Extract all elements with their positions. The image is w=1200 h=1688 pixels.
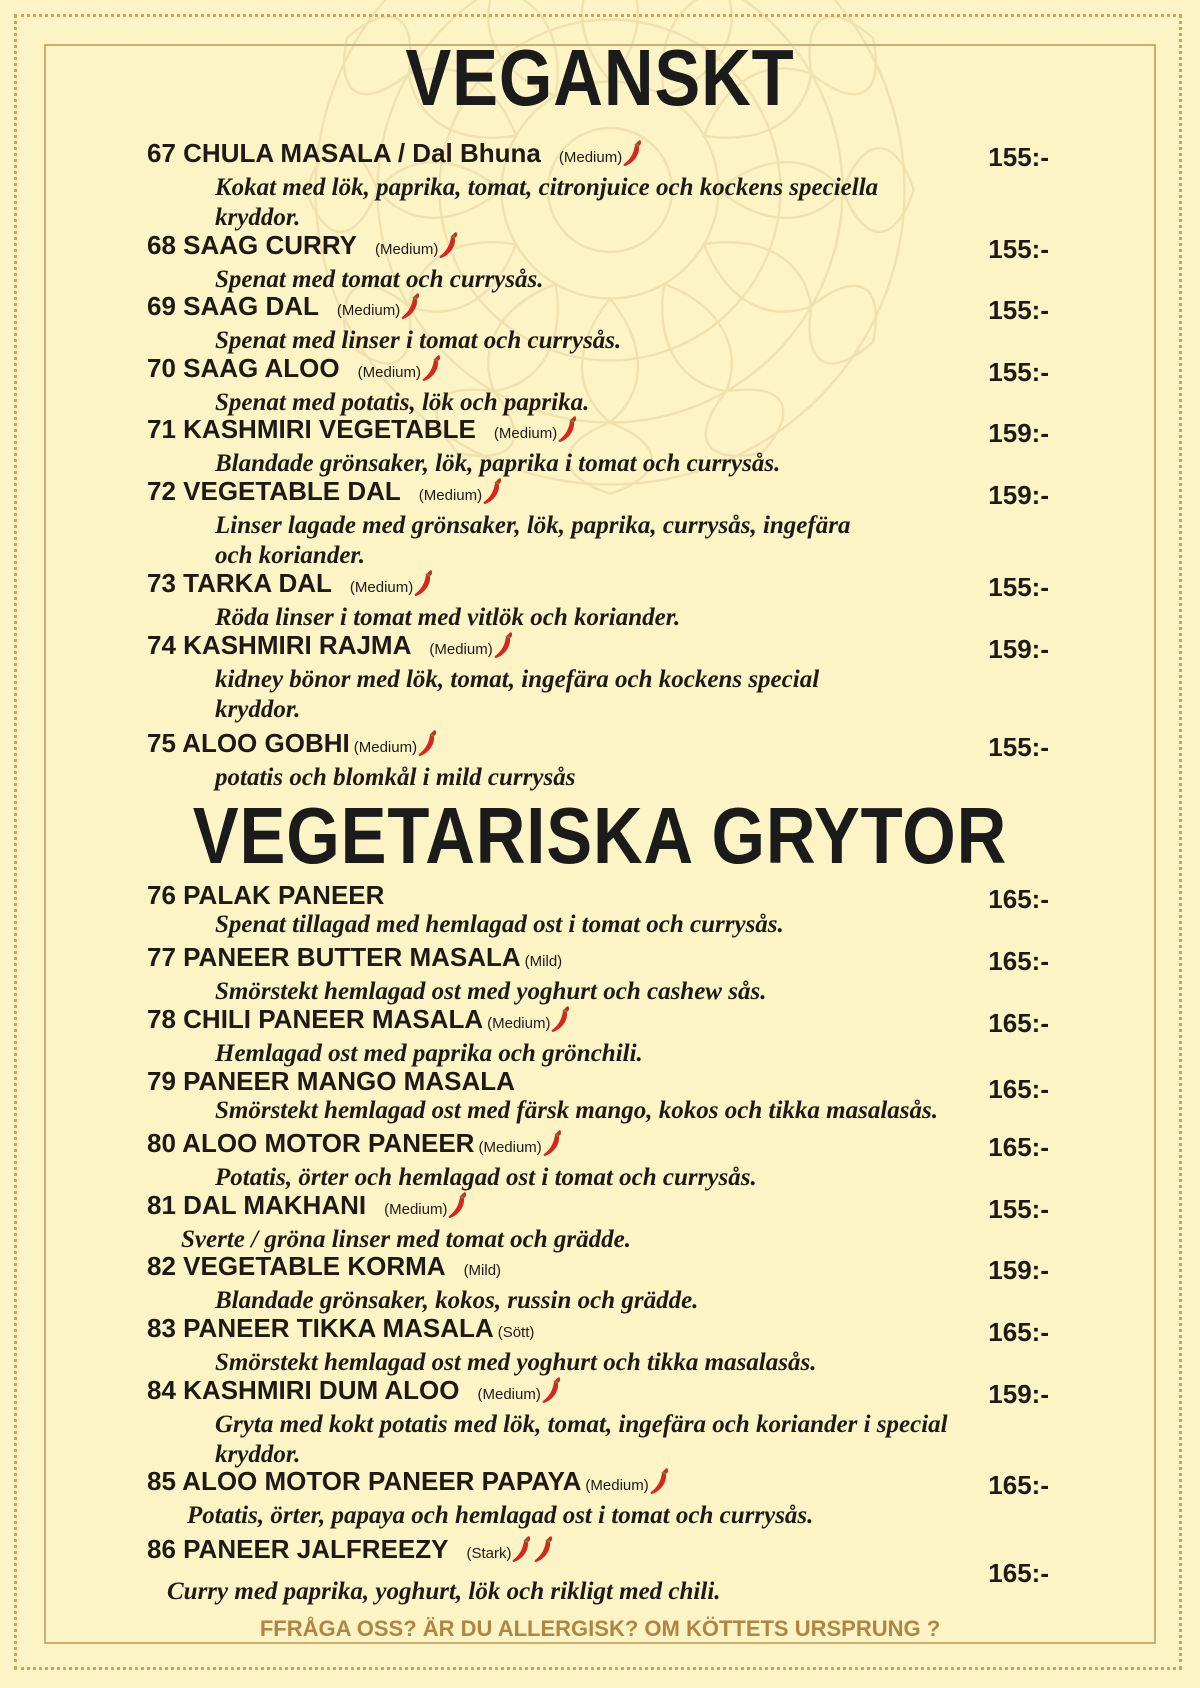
dish-name: 76 PALAK PANEER xyxy=(147,880,385,910)
dish-description: Potatis, örter och hemlagad ost i tomat och currysås. xyxy=(215,1164,757,1191)
menu-item xyxy=(147,568,1057,633)
dish-name: 81 DAL MAKHANI xyxy=(147,1190,367,1220)
menu-item-header xyxy=(147,230,1057,265)
dish-description: Curry med paprika, yoghurt, lök och rikligt med chili. xyxy=(167,1578,721,1605)
dish-name: 71 KASHMIRI VEGETABLE xyxy=(147,414,476,444)
dish-description: och koriander. xyxy=(215,542,366,569)
menu-item-header xyxy=(147,1066,1057,1096)
spice-level: (Medium) xyxy=(493,425,558,442)
dish-name: 77 PANEER BUTTER MASALA xyxy=(147,942,521,972)
chili-icon xyxy=(493,630,515,660)
dish-price: 155:- xyxy=(988,295,1049,325)
dish-price: 165:- xyxy=(988,1558,1049,1588)
dish-name: 80 ALOO MOTOR PANEER xyxy=(147,1128,475,1158)
allergy-footer: FFRÅGA OSS? ÄR DU ALLERGISK? OM KÖTTETS URSPRUNG ? xyxy=(259,1616,941,1641)
dish-name: 84 KASHMIRI DUM ALOO xyxy=(147,1375,460,1405)
dish-name: 69 SAAG DAL xyxy=(147,291,319,321)
dish-name: 82 VEGETABLE KORMA xyxy=(147,1251,446,1281)
menu-item xyxy=(147,1128,1057,1193)
menu-item-header xyxy=(147,1466,1057,1501)
menu-item-header xyxy=(147,942,1057,977)
menu-item xyxy=(147,353,1057,418)
dish-description: Hemlagad ost med paprika och grönchili. xyxy=(215,1040,643,1067)
menu-item xyxy=(147,942,1057,1007)
chili-icon xyxy=(438,230,460,260)
dish-name: 74 KASHMIRI RAJMA xyxy=(147,630,412,660)
dish-description: Linser lagade med grönsaker, lök, paprika, currysås, ingefära xyxy=(215,512,851,539)
spice-level: (Medium) xyxy=(558,149,623,166)
dish-description: Blandade grönsaker, lök, paprika i tomat och currysås. xyxy=(215,450,781,477)
menu-item-header xyxy=(147,630,1057,665)
dish-price: 159:- xyxy=(988,418,1049,448)
menu-item xyxy=(147,476,1057,571)
dish-price: 159:- xyxy=(988,1255,1049,1285)
dish-price: 155:- xyxy=(988,234,1049,264)
menu-item-header xyxy=(147,1375,1057,1410)
dish-description: Smörstekt hemlagad ost med yoghurt och cashew sås. xyxy=(215,978,767,1005)
dish-name: 78 CHILI PANEER MASALA xyxy=(147,1004,484,1034)
spice-level: (Medium) xyxy=(585,1477,649,1494)
menu-item xyxy=(147,138,1057,233)
chili-icon xyxy=(447,1190,469,1220)
menu-item xyxy=(147,630,1057,725)
chili-icon xyxy=(533,1534,555,1564)
menu-item-header xyxy=(147,414,1057,449)
dish-price: 155:- xyxy=(988,572,1049,602)
dish-price: 165:- xyxy=(988,1317,1049,1347)
chili-icon xyxy=(417,728,439,758)
spice-level: (Sött) xyxy=(497,1324,535,1341)
menu-item xyxy=(147,1375,1057,1470)
spice-level: (Medium) xyxy=(477,1386,541,1403)
menu-item-header xyxy=(147,138,1057,173)
dish-price: 155:- xyxy=(988,357,1049,387)
dish-name: 75 ALOO GOBHI xyxy=(147,728,350,758)
dish-name: 79 PANEER MANGO MASALA xyxy=(147,1066,515,1096)
menu-item xyxy=(147,1004,1057,1069)
dish-description: Sverte / gröna linser med tomat och grädde. xyxy=(181,1226,631,1253)
dish-price: 165:- xyxy=(988,1132,1049,1162)
menu-item xyxy=(147,728,1057,793)
chili-icon xyxy=(649,1466,671,1496)
dish-price: 159:- xyxy=(988,634,1049,664)
spice-level: (Medium) xyxy=(429,641,493,658)
menu-item xyxy=(147,414,1057,479)
dish-description: kidney bönor med lök, tomat, ingefära och kockens special xyxy=(215,666,820,693)
menu-item-header xyxy=(147,1313,1057,1348)
dish-price: 155:- xyxy=(988,732,1049,762)
chili-icon xyxy=(413,568,435,598)
chili-icon xyxy=(511,1534,533,1564)
dish-description: Spenat med potatis, lök och paprika. xyxy=(215,389,590,416)
dish-price: 165:- xyxy=(988,1074,1049,1104)
dish-name: 73 TARKA DAL xyxy=(147,568,332,598)
chili-icon xyxy=(541,1375,563,1405)
spice-level: (Mild) xyxy=(524,953,563,970)
dish-description: Potatis, örter, papaya och hemlagad ost i tomat och currysås. xyxy=(187,1502,814,1529)
menu-item xyxy=(147,1251,1057,1316)
dish-description: Smörstekt hemlagad ost med färsk mango, kokos och tikka masalasås. xyxy=(215,1097,938,1124)
dish-description: Röda linser i tomat med vitlök och koriander. xyxy=(215,604,681,631)
chili-icon xyxy=(482,476,504,506)
menu-item-header xyxy=(147,880,1057,910)
menu-item-header xyxy=(147,1004,1057,1039)
dish-description: Kokat med lök, paprika, tomat, citronjuice och kockens speciella xyxy=(215,174,879,201)
dish-price: 165:- xyxy=(988,1008,1049,1038)
chili-icon xyxy=(400,291,422,321)
chili-icon xyxy=(557,414,579,444)
spice-level: (Medium) xyxy=(418,487,483,504)
dish-name: 72 VEGETABLE DAL xyxy=(147,476,401,506)
menu-item xyxy=(147,291,1057,356)
menu-item xyxy=(147,1534,1057,1607)
menu-item-header xyxy=(147,1190,1057,1225)
chili-icon xyxy=(550,1004,572,1034)
dish-price: 155:- xyxy=(988,142,1049,172)
dish-name: 83 PANEER TIKKA MASALA xyxy=(147,1313,494,1343)
menu-item-header xyxy=(147,291,1057,326)
dish-description: kryddor. xyxy=(215,1441,301,1468)
menu-item xyxy=(147,880,1057,940)
dish-description: kryddor. xyxy=(215,696,301,723)
spice-level: (Medium) xyxy=(374,241,439,258)
dish-name: 86 PANEER JALFREEZY xyxy=(147,1534,449,1564)
spice-level: (Medium) xyxy=(353,739,418,756)
dish-price: 155:- xyxy=(988,1194,1049,1224)
spice-level: (Medium) xyxy=(478,1139,542,1156)
menu-item-header xyxy=(147,1534,1057,1569)
menu-item-header xyxy=(147,728,1057,763)
spice-level: (Medium) xyxy=(487,1015,551,1032)
section-title-vegetariska-grytor: VEGETARISKA GRYTOR xyxy=(192,791,1008,880)
dish-name: 68 SAAG CURRY xyxy=(147,230,357,260)
menu-item-header xyxy=(147,568,1057,603)
chili-icon xyxy=(622,138,644,168)
dish-price: 159:- xyxy=(988,480,1049,510)
dish-description: Blandade grönsaker, kokos, russin och grädde. xyxy=(215,1287,699,1314)
dish-name: 70 SAAG ALOO xyxy=(147,353,340,383)
spice-level: (Medium) xyxy=(357,364,421,381)
dish-description: Gryta med kokt potatis med lök, tomat, ingefära och koriander i special xyxy=(215,1411,948,1438)
dish-description: potatis och blomkål i mild currysås xyxy=(215,764,576,791)
menu-item xyxy=(147,230,1057,295)
spice-level: (Stark) xyxy=(466,1545,512,1562)
dish-price: 165:- xyxy=(988,1470,1049,1500)
dish-description: Smörstekt hemlagad ost med yoghurt och tikka masalasås. xyxy=(215,1349,817,1376)
menu-item xyxy=(147,1190,1057,1255)
dish-description: Spenat tillagad med hemlagad ost i tomat och currysås. xyxy=(215,911,784,938)
spice-level: (Medium) xyxy=(349,579,414,596)
menu-item xyxy=(147,1313,1057,1378)
dish-description: kryddor. xyxy=(215,204,301,231)
spice-level: (Mild) xyxy=(463,1262,502,1279)
dish-name: 67 CHULA MASALA / Dal Bhuna xyxy=(147,138,541,168)
menu-item-header xyxy=(147,353,1057,388)
dish-description: Spenat med tomat och currysås. xyxy=(215,266,544,293)
dish-description: Spenat med linser i tomat och currysås. xyxy=(215,327,622,354)
dish-price: 165:- xyxy=(988,946,1049,976)
dish-price: 159:- xyxy=(988,1379,1049,1409)
menu-item-header xyxy=(147,1128,1057,1163)
chili-icon xyxy=(421,353,443,383)
chili-icon xyxy=(542,1128,564,1158)
menu-item xyxy=(147,1066,1057,1126)
section-title-veganskt: VEGANSKT xyxy=(405,33,795,122)
spice-level: (Medium) xyxy=(384,1201,448,1218)
spice-level: (Medium) xyxy=(336,302,401,319)
dish-name: 85 ALOO MOTOR PANEER PAPAYA xyxy=(147,1466,582,1496)
dish-price: 165:- xyxy=(988,884,1049,914)
menu-item-header xyxy=(147,476,1057,511)
menu-item-header xyxy=(147,1251,1057,1286)
menu-item xyxy=(147,1466,1057,1531)
